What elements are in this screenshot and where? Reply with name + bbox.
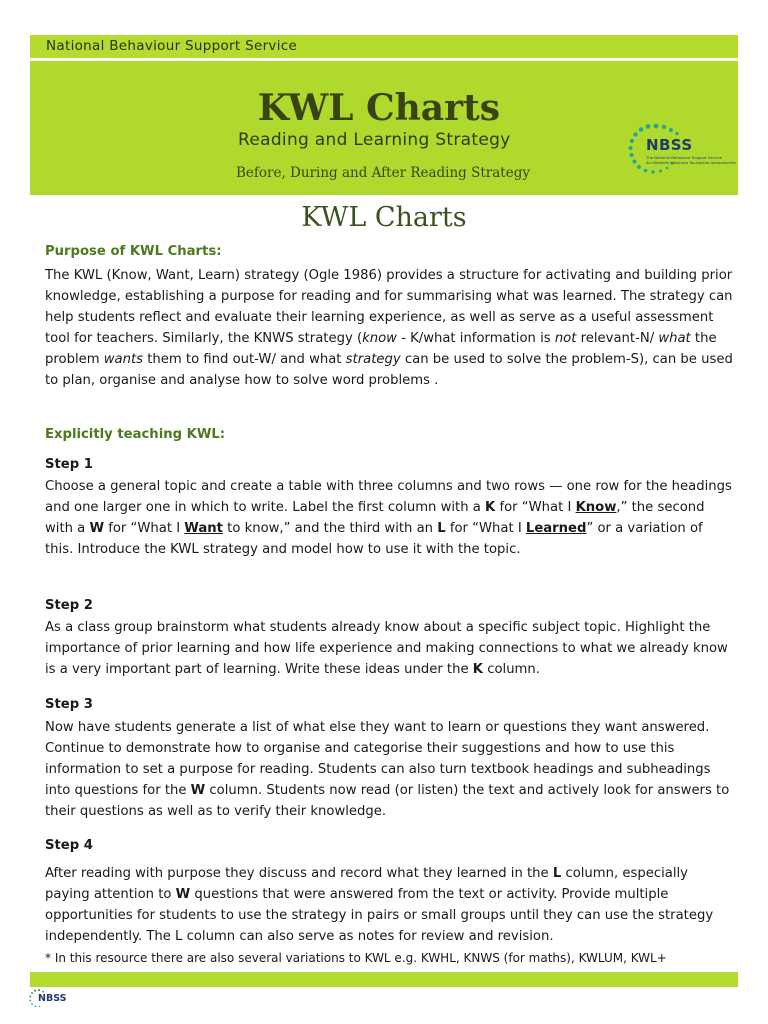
footer-strip bbox=[30, 972, 738, 987]
purpose-paragraph: The KWL (Know, Want, Learn) strategy (Ogle 1986) provides a structure for activating and building prior knowledge, establishing a purpose for reading and for summarising what was learned. The strategy can help students reflect and evaluate their learning experience, as well as serve as a useful assessment tool for teachers. Similarly, the KNWS strategy (know - K/what information is not relevant-N/ what the problem wants them to find out-W/ and what strategy can be used to solve the problem-S), can be used to plan, organise and analyse how to solve word problems . bbox=[45, 268, 733, 388]
header-strip bbox=[30, 35, 738, 58]
step-2-paragraph: As a class group brainstorm what students already know about a specific subject topic. Highlight the importance of prior learning and how life experience and making connections to what we already know is a very important part of learning. Write these ideas under the K column. bbox=[45, 620, 728, 677]
organisation-name: National Behaviour Support Service bbox=[46, 38, 298, 54]
footer-logo-text: NBSS bbox=[38, 993, 67, 1004]
nbss-logo-text: NBSS bbox=[646, 136, 693, 154]
purpose-heading: Purpose of KWL Charts: bbox=[45, 244, 222, 259]
variations-note: * In this resource there are also several variations to KWL e.g. KWHL, KNWS (for maths), KWLUM, KWL+ bbox=[45, 951, 667, 965]
document-title: KWL Charts bbox=[257, 87, 500, 129]
title-banner bbox=[30, 61, 738, 195]
nbss-logo-subtext: The National Behaviour Support Service An tSeirbhís Náisiúnta Tacaíochta Iompraíochta bbox=[646, 155, 736, 165]
explicit-teaching-heading: Explicitly teaching KWL: bbox=[45, 427, 226, 442]
footer-nbss-logo bbox=[28, 988, 78, 1010]
document-subtitle: Reading and Learning Strategy bbox=[238, 130, 511, 150]
page-heading: KWL Charts bbox=[301, 202, 467, 233]
step-1-heading: Step 1 bbox=[45, 457, 93, 472]
step-3-paragraph: Now have students generate a list of what else they want to learn or questions they want answered. Continue to demonstrate how to organise and categorise their suggestions and how to use this information to set a purpose for reading. Students can also turn textbook headings and subheadings into questions for the W column. Students now read (or listen) the text and actively look for answers to their questions as well as to verify their knowledge. bbox=[45, 720, 730, 819]
nbss-logo bbox=[626, 121, 736, 179]
step-3-heading: Step 3 bbox=[45, 697, 93, 712]
step-4-heading: Step 4 bbox=[45, 838, 93, 853]
step-1-paragraph: Choose a general topic and create a table with three columns and two rows — one row for the headings and one larger one in which to write. Label the first column with a K for “What I Know,” the second with a W for “What I Want to know,” and the third with an L for “What I Learned” or a variation of this. Introduce the KWL strategy and model how to use it with the topic. bbox=[45, 479, 732, 557]
step-2-heading: Step 2 bbox=[45, 598, 93, 613]
document-tagline: Before, During and After Reading Strategy bbox=[236, 165, 530, 181]
step-4-paragraph: After reading with purpose they discuss and record what they learned in the L column, especially paying attention to W questions that were answered from the text or activity. Provide multiple opportunities for students to use the strategy in pairs or small groups until they can use the strategy independently. The L column can also serve as notes for review and revision. bbox=[45, 866, 714, 944]
